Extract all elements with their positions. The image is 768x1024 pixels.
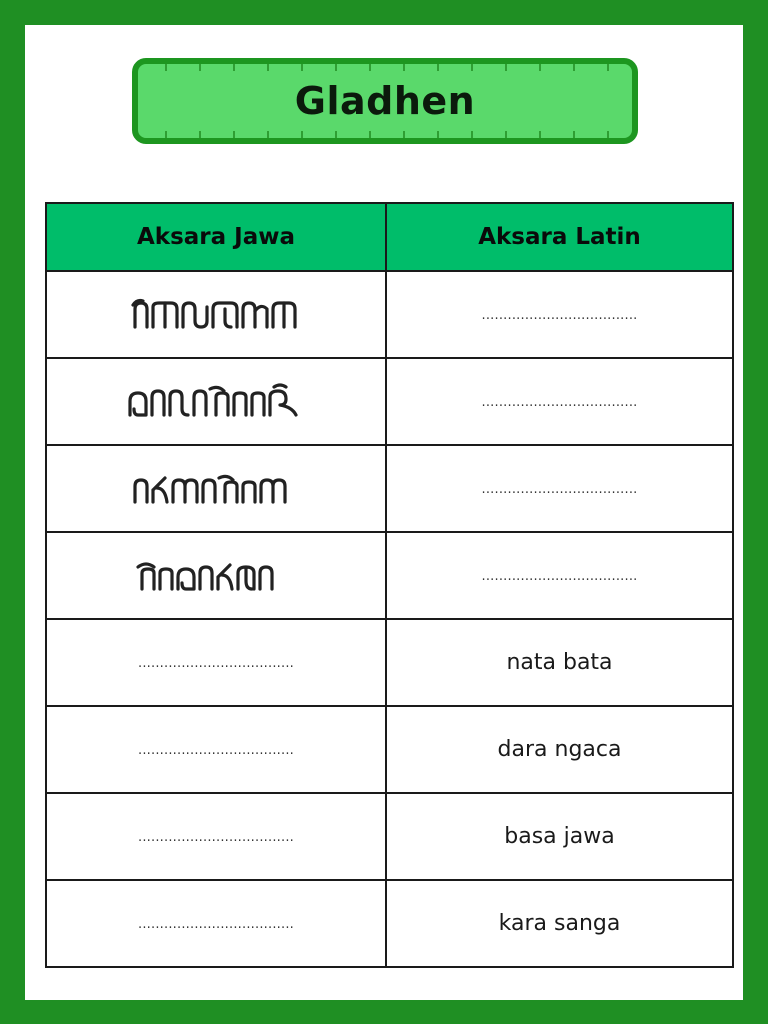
javanese-script-word-1 [131,297,301,333]
page-title: Gladhen [294,79,476,123]
table-row [46,619,733,706]
column-header-aksara-jawa: Aksara Jawa [46,203,386,271]
answer-blank[interactable]: .................................... [138,917,294,932]
javanese-script-word-2 [126,383,306,421]
latin-word-cell: dara ngaca [386,706,733,793]
javanese-script-cell [46,358,386,445]
answer-blank[interactable]: .................................... [138,656,294,671]
table-row [46,793,733,880]
title-banner [132,58,638,144]
answer-blank[interactable]: .................................... [481,395,638,410]
answer-blank[interactable]: .................................... [481,482,638,497]
latin-word-cell: basa jawa [386,793,733,880]
table-row [46,445,733,532]
exercise-table [45,202,734,968]
table-row [46,880,733,967]
latin-answer-cell[interactable] [386,532,733,619]
latin-answer-cell[interactable] [386,271,733,358]
javanese-answer-cell[interactable] [46,793,386,880]
answer-blank[interactable]: .................................... [138,743,294,758]
column-header-aksara-latin: Aksara Latin [386,203,733,271]
worksheet-page [25,25,743,1000]
javanese-answer-cell[interactable] [46,880,386,967]
latin-word-cell: nata bata [386,619,733,706]
answer-blank[interactable]: .................................... [481,308,638,323]
table-row [46,706,733,793]
table-row [46,358,733,445]
answer-blank[interactable]: .................................... [481,569,638,584]
javanese-script-cell [46,532,386,619]
latin-word-cell: kara sanga [386,880,733,967]
table-row [46,532,733,619]
table-row [46,271,733,358]
answer-blank[interactable]: .................................... [138,830,294,845]
javanese-script-word-3 [131,470,301,508]
latin-answer-cell[interactable] [386,445,733,532]
javanese-answer-cell[interactable] [46,706,386,793]
javanese-script-cell [46,445,386,532]
javanese-script-word-4 [136,557,296,595]
latin-answer-cell[interactable] [386,358,733,445]
javanese-answer-cell[interactable] [46,619,386,706]
table-header-row [46,203,733,271]
javanese-script-cell [46,271,386,358]
